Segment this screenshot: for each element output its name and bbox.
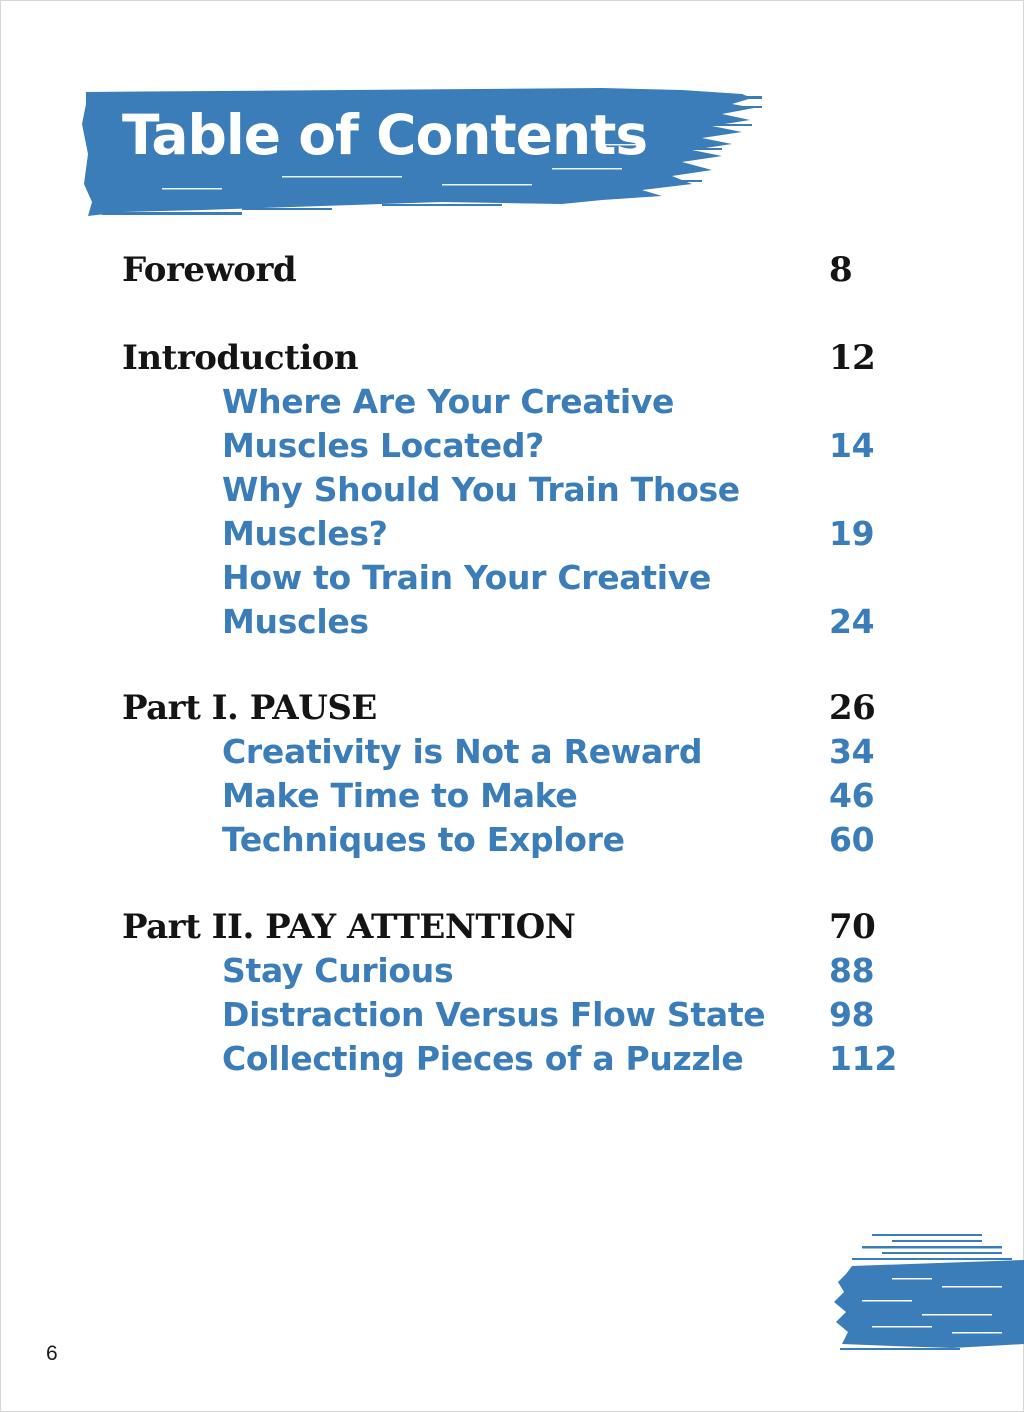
toc-entry-label: How to Train Your Creative bbox=[222, 558, 712, 597]
toc-subentry[interactable] bbox=[0, 818, 1024, 862]
toc-entry-page: 26 bbox=[829, 688, 876, 728]
corner-brush-graphic bbox=[832, 1226, 1024, 1356]
toc-entry-label: Muscles bbox=[222, 602, 369, 641]
toc-entry-page: 60 bbox=[829, 820, 875, 859]
toc-entry-foreword[interactable] bbox=[0, 248, 1024, 292]
toc-entry-label: Distraction Versus Flow State bbox=[222, 995, 766, 1034]
toc-subentry[interactable] bbox=[0, 774, 1024, 818]
toc-subentry[interactable] bbox=[0, 600, 1024, 644]
toc-entry-page: 46 bbox=[829, 776, 875, 815]
toc-entry-page: 12 bbox=[829, 338, 876, 378]
toc-entry-label: Muscles Located? bbox=[222, 426, 545, 465]
toc-subentry[interactable] bbox=[0, 993, 1024, 1037]
toc-entry-label: Where Are Your Creative bbox=[222, 382, 675, 421]
toc-entry-introduction[interactable] bbox=[0, 336, 1024, 380]
toc-entry-page: 98 bbox=[829, 995, 875, 1034]
toc-subentry[interactable] bbox=[0, 556, 1024, 600]
toc-subentry[interactable] bbox=[0, 949, 1024, 993]
toc-subentry[interactable] bbox=[0, 468, 1024, 512]
toc-entry-page: 8 bbox=[829, 250, 853, 290]
toc-entry-label: Muscles? bbox=[222, 514, 388, 553]
toc-subentry[interactable] bbox=[0, 1037, 1024, 1081]
toc-subentry[interactable] bbox=[0, 380, 1024, 424]
toc-entry-label: Foreword bbox=[122, 250, 297, 290]
toc-entry-label: Introduction bbox=[122, 338, 359, 378]
toc-entry-label: Collecting Pieces of a Puzzle bbox=[222, 1039, 744, 1078]
toc-entry-page: 24 bbox=[829, 602, 875, 641]
toc-entry-page: 88 bbox=[829, 951, 875, 990]
toc-entry-part-1[interactable] bbox=[0, 686, 1024, 730]
title-banner bbox=[82, 84, 772, 224]
toc-entry-label: Part I. PAUSE bbox=[122, 688, 377, 728]
toc-entry-label: Techniques to Explore bbox=[222, 820, 625, 859]
toc-entry-label: Stay Curious bbox=[222, 951, 454, 990]
toc-subentry[interactable] bbox=[0, 424, 1024, 468]
toc-subentry[interactable] bbox=[0, 512, 1024, 556]
toc-entry-label: Part II. PAY ATTENTION bbox=[122, 907, 576, 947]
toc-entry-label: Creativity is Not a Reward bbox=[222, 732, 703, 771]
toc-subentry[interactable] bbox=[0, 730, 1024, 774]
toc-entry-page: 14 bbox=[829, 426, 875, 465]
toc-entry-page: 112 bbox=[829, 1039, 897, 1078]
toc-entry-label: Why Should You Train Those bbox=[222, 470, 740, 509]
page-number: 6 bbox=[46, 1342, 58, 1365]
toc-entry-page: 70 bbox=[829, 907, 876, 947]
page-title: Table of Contents bbox=[122, 103, 648, 167]
toc-entry-page: 19 bbox=[829, 514, 875, 553]
toc-entry-part-2[interactable] bbox=[0, 905, 1024, 949]
toc-entry-page: 34 bbox=[829, 732, 875, 771]
toc-entry-label: Make Time to Make bbox=[222, 776, 578, 815]
